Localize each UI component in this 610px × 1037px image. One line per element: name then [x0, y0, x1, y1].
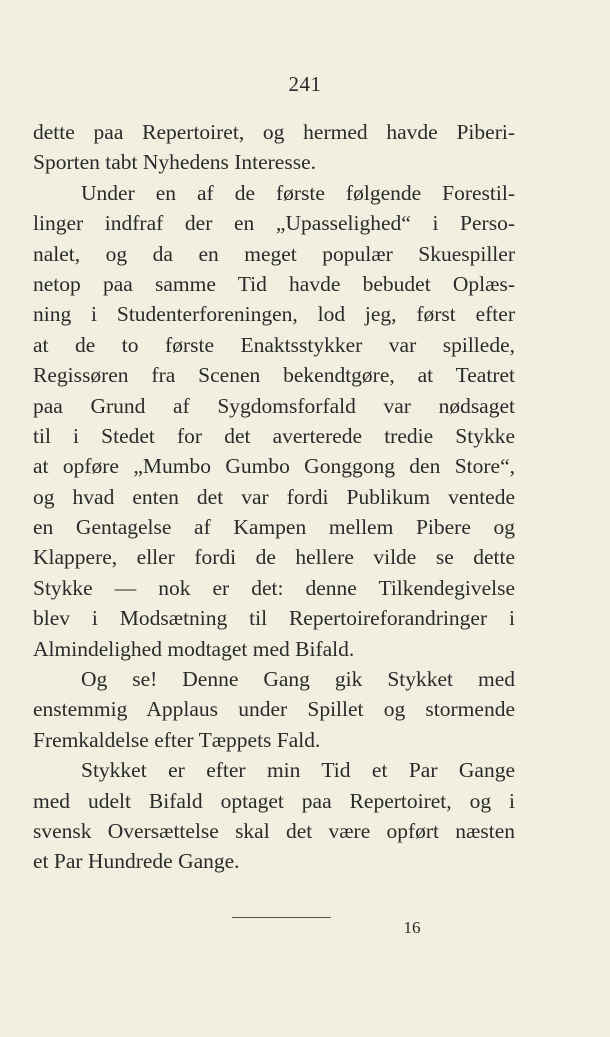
text-line: at opføre „Mumbo Gumbo Gonggong den Store“, [33, 454, 515, 479]
text-line: Regissøren fra Scenen bekendtgøre, at Teatret [33, 363, 515, 388]
text-line: en Gentagelse af Kampen mellem Pibere og [33, 515, 515, 540]
text-line: med udelt Bifald optaget paa Repertoiret, og i [33, 788, 515, 813]
page-number: 241 [288, 72, 322, 96]
body-text [33, 117, 515, 877]
text-line: netop paa samme Tid havde bebudet Oplæs- [33, 271, 515, 296]
text-line: nalet, og da en meget populær Skuespiller [33, 241, 515, 266]
text-line: Sporten tabt Nyhedens Interesse. [33, 150, 317, 175]
text-line: og hvad enten det var fordi Publikum ventede [33, 484, 515, 509]
text-line: svensk Oversættelse skal det være opført næsten [33, 818, 515, 843]
text-line: Under en af de første følgende Forestil- [81, 180, 515, 205]
text-line: Fremkaldelse efter Tæppets Fald. [33, 727, 321, 752]
text-line: dette paa Repertoiret, og hermed havde Piberi- [33, 120, 515, 144]
text-line: linger indfraf der en „Upasselighed“ i Perso- [33, 211, 515, 236]
signature-mark: 16 [403, 918, 421, 937]
text-line: paa Grund af Sygdomsforfald var nødsaget [33, 393, 515, 418]
text-line: blev i Modsætning til Repertoireforandringer i [33, 606, 515, 631]
text-line: Og se! Denne Gang gik Stykket med [81, 667, 515, 692]
text-line: et Par Hundrede Gange. [33, 849, 240, 874]
text-line: Stykke — nok er det: denne Tilkendegivelse [33, 575, 515, 600]
text-line: Almindelighed modtaget med Bifald. [33, 636, 355, 661]
text-line: Stykket er efter min Tid et Par Gange [81, 758, 515, 783]
text-line: enstemmig Applaus under Spillet og stormende [33, 697, 515, 722]
text-line: ning i Studenterforeningen, lod jeg, først efter [33, 302, 515, 327]
text-line: til i Stedet for det averterede tredie Stykke [33, 423, 515, 448]
text-line: Klappere, eller fordi de hellere vilde se dette [33, 545, 515, 570]
text-line: at de to første Enaktsstykker var spillede, [33, 332, 515, 357]
